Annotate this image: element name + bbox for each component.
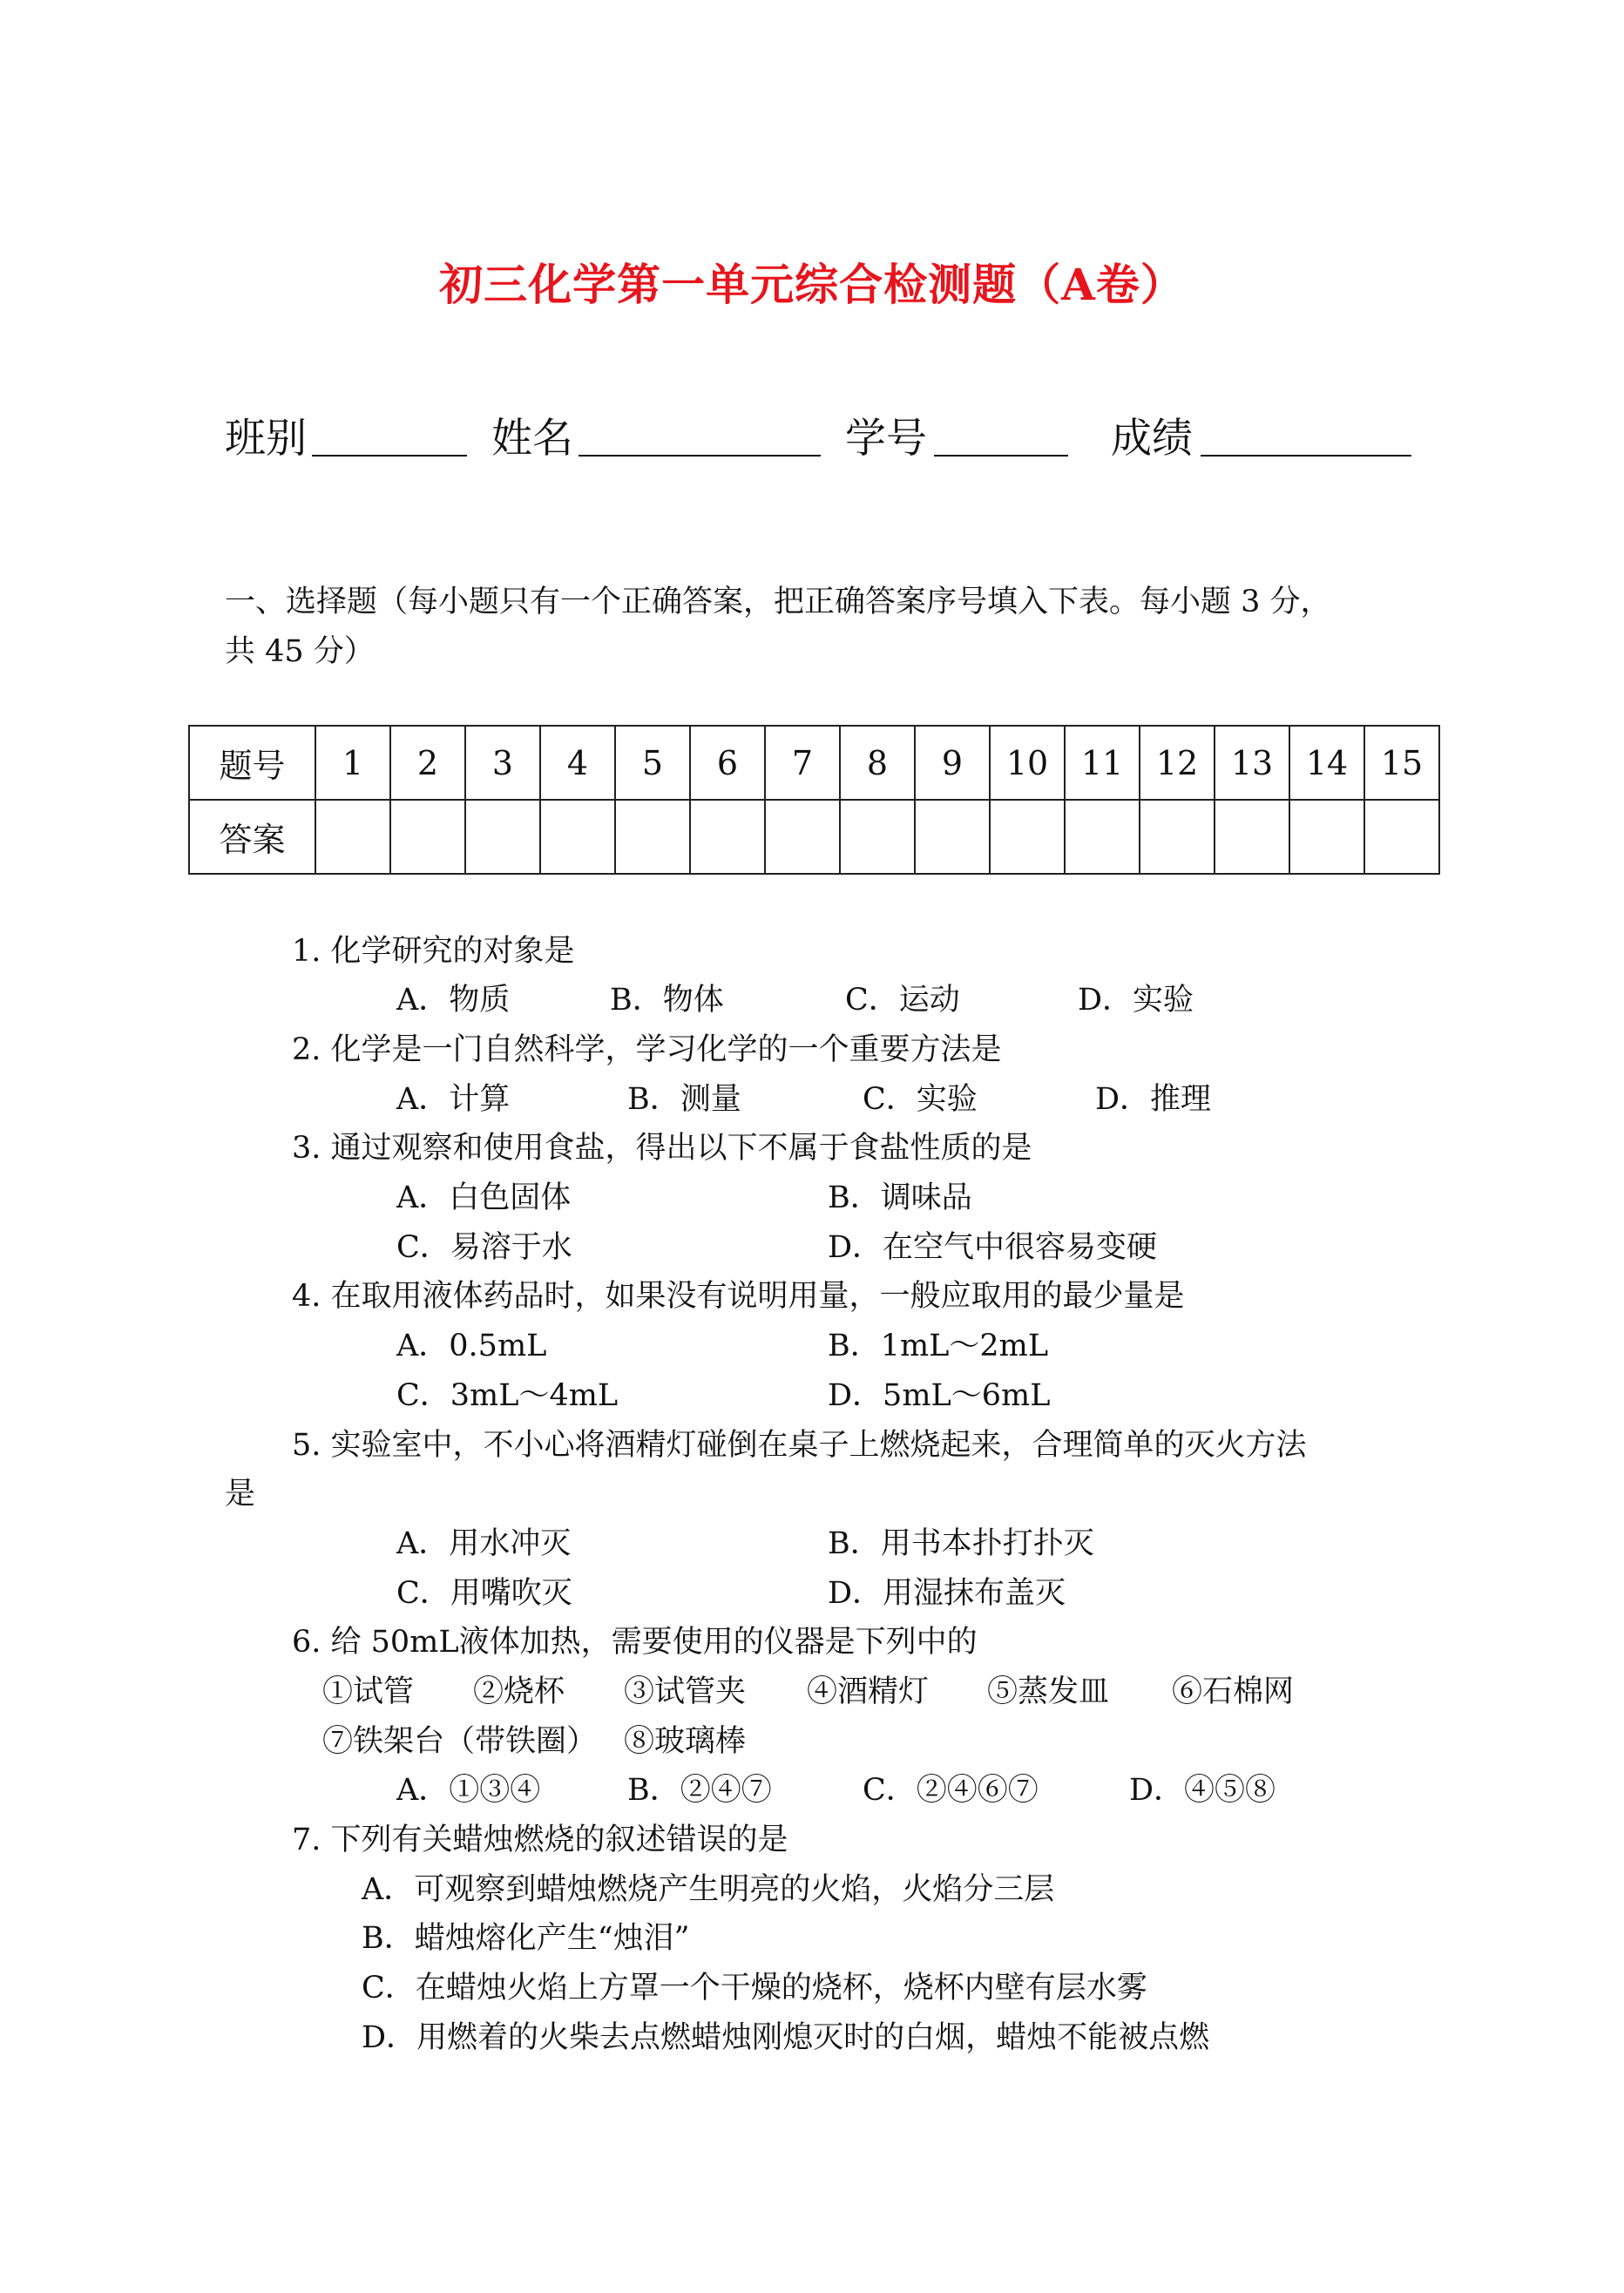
question-7-stem: 7. 下列有关蜡烛燃烧的叙述错误的是: [292, 1823, 788, 1857]
question-3-option-a: A．白色固体: [396, 1180, 572, 1215]
number-cell: 3: [465, 726, 540, 800]
question-6-item: ⑤蒸发皿: [987, 1674, 1110, 1709]
number-cell: 9: [915, 726, 990, 800]
number-cell: 14: [1289, 726, 1364, 800]
question-3-stem: 3. 通过观察和使用食盐，得出以下不属于食盐性质的是: [292, 1131, 1032, 1166]
question-1-stem: 1. 化学研究的对象是: [292, 934, 575, 969]
question-6-item: ②烧杯: [473, 1674, 565, 1709]
answer-cell[interactable]: [1140, 800, 1215, 874]
question-number-row: [189, 726, 1439, 800]
question-1-option-b: B．物体: [610, 983, 724, 1018]
row-label-answers: 答案: [189, 800, 315, 874]
question-2-option-d: D．推理: [1095, 1082, 1212, 1117]
question-4-option-b: B．1mL～2mL: [828, 1329, 1049, 1363]
question-6-option-a: A．①③④: [396, 1773, 541, 1808]
question-3-option-b: B．调味品: [828, 1180, 972, 1215]
question-5-stem-continued: 是: [225, 1477, 256, 1512]
question-1-option-d: D．实验: [1078, 983, 1194, 1018]
question-2-stem: 2. 化学是一门自然科学，学习化学的一个重要方法是: [292, 1032, 1002, 1067]
question-5-option-b: B．用书本扑打扑灭: [828, 1526, 1094, 1561]
question-4-option-a: A．0.5mL: [396, 1329, 547, 1363]
question-5-option-c: C．用嘴吹灭: [396, 1576, 572, 1611]
number-cell: 10: [990, 726, 1065, 800]
question-7-option-b: B．蜡烛熔化产生“烛泪”: [362, 1921, 690, 1956]
question-6-item: ⑧玻璃棒: [624, 1724, 747, 1759]
question-2-option-b: B．测量: [627, 1082, 741, 1117]
answer-cell[interactable]: [1364, 800, 1439, 874]
question-3-option-c: C．易溶于水: [396, 1230, 572, 1265]
class-label: 班别: [225, 415, 307, 463]
question-6-item: ①试管: [322, 1674, 415, 1709]
page-title: 初三化学第一单元综合检测题（A卷）: [439, 259, 1185, 310]
row-label-numbers: 题号: [189, 726, 315, 800]
class-blank[interactable]: [312, 406, 467, 457]
question-6-item: ⑦铁架台（带铁圈）: [322, 1724, 598, 1759]
question-7-option-c: C．在蜡烛火焰上方罩一个干燥的烧杯，烧杯内壁有层水雾: [362, 1971, 1147, 2006]
answer-cell[interactable]: [315, 800, 390, 874]
section-heading-line1: 一、选择题（每小题只有一个正确答案，把正确答案序号填入下表。每小题 3 分，: [225, 585, 1331, 619]
question-5-stem: 5. 实验室中，不小心将酒精灯碰倒在桌子上燃烧起来，合理简单的灭火方法: [292, 1428, 1307, 1463]
question-6-item: ③试管夹: [624, 1674, 747, 1709]
answer-cell[interactable]: [915, 800, 990, 874]
question-6-option-b: B．②④⑦: [627, 1773, 772, 1808]
number-cell: 1: [315, 726, 390, 800]
answer-row: [189, 800, 1439, 874]
number-label: 学号: [845, 415, 927, 463]
question-4-option-c: C．3mL～4mL: [396, 1378, 619, 1413]
student-info-row: [0, 406, 1624, 463]
answer-table: [188, 725, 1440, 875]
number-cell: 4: [540, 726, 615, 800]
score-blank[interactable]: [1201, 406, 1411, 457]
question-6-option-c: C．②④⑥⑦: [863, 1773, 1039, 1808]
question-1-option-c: C．运动: [845, 983, 960, 1018]
number-cell: 7: [765, 726, 840, 800]
name-label: 姓名: [491, 415, 573, 463]
number-cell: 5: [615, 726, 690, 800]
question-6-stem: 6. 给 50mL液体加热，需要使用的仪器是下列中的: [292, 1625, 978, 1660]
question-6-item: ④酒精灯: [807, 1674, 930, 1709]
answer-cell[interactable]: [690, 800, 765, 874]
question-7-option-d: D．用燃着的火柴去点燃蜡烛刚熄灭时的白烟，蜡烛不能被点燃: [362, 2020, 1210, 2055]
answer-cell[interactable]: [390, 800, 465, 874]
question-6-item: ⑥石棉网: [1172, 1674, 1295, 1709]
number-cell: 2: [390, 726, 465, 800]
question-6-option-d: D．④⑤⑧: [1129, 1773, 1276, 1808]
answer-cell[interactable]: [1289, 800, 1364, 874]
answer-cell[interactable]: [840, 800, 915, 874]
number-cell: 15: [1364, 726, 1439, 800]
name-blank[interactable]: [579, 406, 821, 457]
question-7-option-a: A．可观察到蜡烛燃烧产生明亮的火焰，火焰分三层: [362, 1872, 1055, 1907]
answer-cell[interactable]: [1065, 800, 1140, 874]
question-5-option-d: D．用湿抹布盖灭: [828, 1576, 1066, 1611]
answer-cell[interactable]: [1215, 800, 1289, 874]
question-4-option-d: D．5mL～6mL: [828, 1378, 1051, 1413]
answer-cell[interactable]: [540, 800, 615, 874]
question-1-option-a: A．物质: [396, 983, 511, 1018]
question-2-option-a: A．计算: [396, 1082, 511, 1117]
question-2-option-c: C．实验: [863, 1082, 978, 1117]
question-3-option-d: D．在空气中很容易变硬: [828, 1230, 1158, 1265]
answer-cell[interactable]: [990, 800, 1065, 874]
number-cell: 8: [840, 726, 915, 800]
answer-cell[interactable]: [765, 800, 840, 874]
answer-cell[interactable]: [615, 800, 690, 874]
number-cell: 13: [1215, 726, 1289, 800]
number-cell: 12: [1140, 726, 1215, 800]
question-4-stem: 4. 在取用液体药品时，如果没有说明用量，一般应取用的最少量是: [292, 1279, 1185, 1314]
number-cell: 6: [690, 726, 765, 800]
score-label: 成绩: [1111, 415, 1193, 463]
answer-cell[interactable]: [465, 800, 540, 874]
number-blank[interactable]: [934, 406, 1068, 457]
section-heading-line2: 共 45 分）: [225, 634, 375, 669]
question-5-option-a: A．用水冲灭: [396, 1526, 572, 1561]
number-cell: 11: [1065, 726, 1140, 800]
